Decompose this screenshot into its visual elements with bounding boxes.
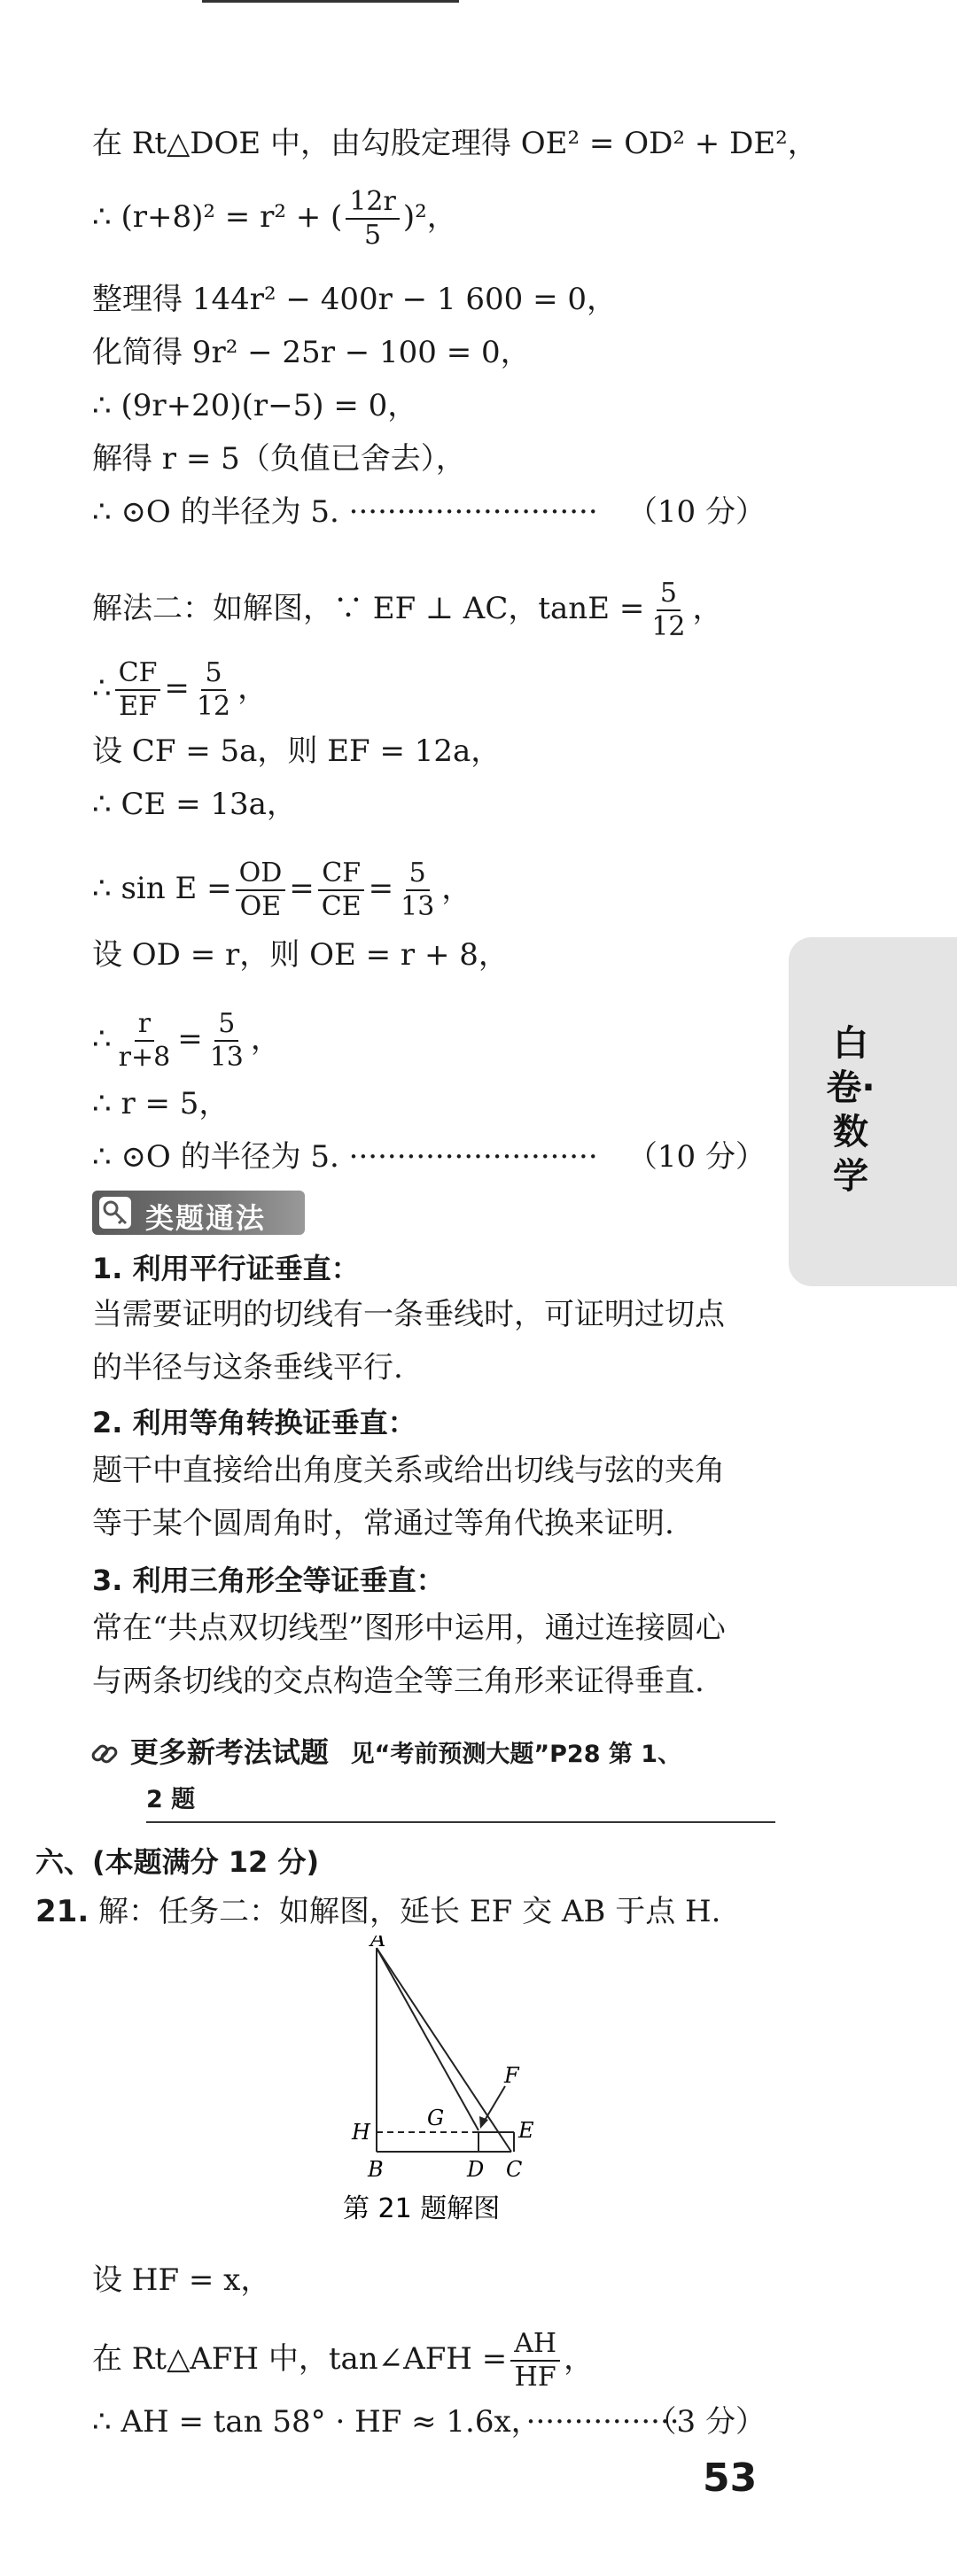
method-badge xyxy=(92,1191,305,1235)
label-d: D xyxy=(467,2157,485,2182)
fraction-r-r8: $\frac{r}{r+8}$ xyxy=(118,1008,171,1073)
line-ce: ∴ CE = 13a， xyxy=(92,787,297,822)
line-set-od: 设 OD = r，则 OE = r + 8， xyxy=(92,937,509,973)
method-1-body-2: 的半径与这条垂线平行. xyxy=(92,1350,403,1385)
q21-number: 21. xyxy=(35,1894,89,1929)
score-3: （3 分） xyxy=(646,2404,766,2440)
line-solve: 解得 r = 5（负值已舍去）， xyxy=(92,441,466,477)
q21-set-hf: 设 HF = x， xyxy=(92,2262,271,2298)
fraction-5-12: $\frac{5}{12}$ xyxy=(651,578,686,642)
line-factor: ∴ (9r+20)(r−5) = 0， xyxy=(92,388,418,423)
method-1-title: 1. 利用平行证垂直： xyxy=(92,1252,360,1285)
q21-ah: ∴ AH = tan 58° · HF ≈ 1.6x，················ （3 分） xyxy=(92,2404,766,2440)
page-number: 53 xyxy=(703,2456,758,2501)
line-equation: ∴ (r+8)² = r² + ( $\frac{12r}{5}$ )²， xyxy=(92,186,457,251)
fraction-ah-hf: $\frac{AH}{HF}$ xyxy=(510,2328,560,2394)
label-g: G xyxy=(427,2106,445,2130)
q21-diagram xyxy=(341,1936,607,2240)
method-2-body-2: 等于某个圆周角时，常通过等角代换来证明. xyxy=(92,1506,674,1541)
more-ref-2: 2 题 xyxy=(146,1786,196,1813)
method-2-body-1: 题干中直接给出角度关系或给出切线与弦的夹角 xyxy=(92,1453,725,1488)
line-pythagoras: 在 Rt△DOE 中，由勾股定理得 OE² = OD² + DE²， xyxy=(92,126,818,161)
section-6-header: 六、(本题满分 12 分) xyxy=(35,1845,320,1879)
top-rule xyxy=(202,0,459,3)
fraction-5-13-b: $\frac{5}{13}$ xyxy=(209,1008,244,1073)
method-2-title: 2. 利用等角转换证垂直： xyxy=(92,1406,416,1439)
line-cf-ef: ∴ $\frac{CF}{EF}$ = $\frac{5}{12}$ ， xyxy=(92,657,268,722)
link-icon xyxy=(89,1738,121,1770)
side-tab xyxy=(789,937,957,1286)
line-reduce: 化简得 9r² − 25r − 100 = 0， xyxy=(92,335,531,370)
method-1-body-1: 当需要证明的切线有一条垂线时，可证明过切点 xyxy=(92,1297,725,1332)
badge-label: 类题通法 xyxy=(145,1201,267,1235)
label-a: A xyxy=(370,1936,386,1951)
line-r-equals: ∴ r = 5， xyxy=(92,1086,230,1121)
more-questions xyxy=(89,1734,681,1773)
method-3-body-2: 与两条切线的交点构造全等三角形来证得垂直. xyxy=(92,1664,704,1699)
line-method-two: 解法二：如解图，∵ EF ⊥ AC，tanE = $\frac{5}{12}$ ， xyxy=(92,578,723,642)
method-3-title: 3. 利用三角形全等证垂直： xyxy=(92,1563,445,1597)
label-h: H xyxy=(352,2120,370,2145)
label-c: C xyxy=(506,2157,523,2182)
key-icon xyxy=(99,1197,131,1229)
line-radius-2: ∴ ⊙O 的半径为 5. ·························· （10 分） xyxy=(92,1139,766,1175)
label-e: E xyxy=(518,2118,534,2143)
score-10-b: （10 分） xyxy=(626,1139,766,1175)
fraction-5-12-b: $\frac{5}{12}$ xyxy=(196,657,231,722)
fraction-cf-ef: $\frac{CF}{EF}$ xyxy=(115,657,161,723)
method-3-body-1: 常在“共点双切线型”图形中运用，通过连接圆心 xyxy=(92,1610,726,1646)
more-title: 更多新考法试题 xyxy=(129,1735,329,1769)
line-simplify: 整理得 144r² − 400r − 1 600 = 0， xyxy=(92,282,618,317)
q21-line xyxy=(35,1894,721,1929)
fraction-12r-5: $\frac{12r}{5}$ xyxy=(346,186,400,252)
line-radius-1: ∴ ⊙O 的半径为 5. ·························· （10 分） xyxy=(92,494,766,530)
q21-text: 解：任务二：如解图，延长 EF 交 AB 于点 H. xyxy=(98,1894,721,1929)
label-f: F xyxy=(504,2063,519,2088)
fraction-od-oe: $\frac{OD}{OE}$ xyxy=(236,857,286,923)
line-set-cf: 设 CF = 5a，则 EF = 12a， xyxy=(92,733,502,769)
divider xyxy=(146,1821,775,1823)
fraction-cf-ce: $\frac{CF}{CE}$ xyxy=(318,857,365,923)
score-10-a: （10 分） xyxy=(626,494,766,530)
fraction-5-13: $\frac{5}{13}$ xyxy=(401,857,435,922)
diagram-caption: 第 21 题解图 xyxy=(343,2193,501,2224)
more-ref: 见“考前预测大题”P28 第 1、 xyxy=(350,1741,682,1768)
q21-tan: 在 Rt△AFH 中，tan∠AFH = $\frac{AH}{HF}$ ， xyxy=(92,2328,595,2393)
line-sin-e: ∴ sin E = $\frac{OD}{OE}$ = $\frac{CF}{CE}$ = $\frac{5}{13}$ ， xyxy=(92,857,472,922)
line-r-ratio: ∴ $\frac{r}{r+8}$ = $\frac{5}{13}$ ， xyxy=(92,1008,281,1073)
side-tab-label: 白卷·数学 xyxy=(826,1023,875,1197)
label-b: B xyxy=(368,2157,384,2182)
